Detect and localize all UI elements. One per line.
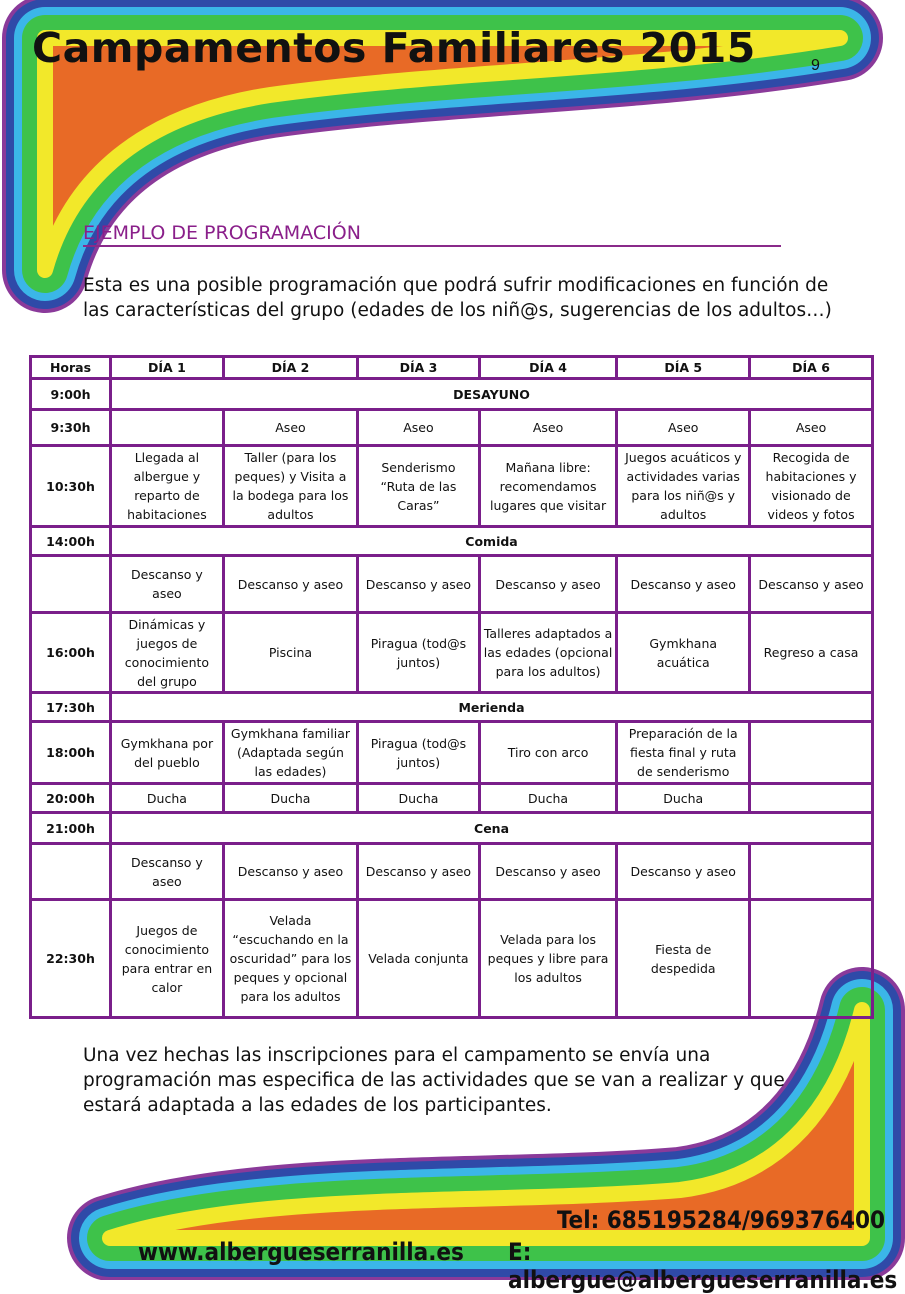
activity-cell: Velada “escuchando en la oscuridad” para los peques y opcional para los adultos — [223, 900, 357, 1018]
meal-cell: DESAYUNO — [111, 379, 873, 410]
activity-cell: Piragua (tod@s juntos) — [358, 722, 480, 784]
activity-cell: Taller (para los peques) y Visita a la bodega para los adultos — [223, 446, 357, 527]
activity-cell: Senderismo “Ruta de las Caras” — [358, 446, 480, 527]
column-header: DÍA 5 — [617, 357, 750, 379]
activity-cell — [111, 410, 224, 446]
activity-cell: Aseo — [479, 410, 617, 446]
column-header: DÍA 3 — [358, 357, 480, 379]
column-header: DÍA 4 — [479, 357, 617, 379]
meal-cell: Merienda — [111, 693, 873, 722]
activity-cell: Dinámicas y juegos de conocimiento del grupo — [111, 613, 224, 693]
time-cell: 9:30h — [31, 410, 111, 446]
footer-website[interactable]: www.albergueserranilla.es — [138, 1238, 464, 1266]
time-cell: 10:30h — [31, 446, 111, 527]
activity-cell: Descanso y aseo — [111, 844, 224, 900]
activity-cell: Juegos de conocimiento para entrar en calor — [111, 900, 224, 1018]
page-number: 9 — [811, 57, 820, 74]
activity-cell: Aseo — [358, 410, 480, 446]
activity-cell: Tiro con arco — [479, 722, 617, 784]
activity-cell: Llegada al albergue y reparto de habitaciones — [111, 446, 224, 527]
meal-cell: Cena — [111, 813, 873, 844]
footer-email[interactable]: E: albergue@albergueserranilla.es — [508, 1238, 898, 1294]
activity-cell: Aseo — [750, 410, 873, 446]
time-cell: 16:00h — [31, 613, 111, 693]
table-row — [31, 446, 873, 527]
time-cell: 18:00h — [31, 722, 111, 784]
table-header-row — [31, 357, 873, 379]
time-cell: 14:00h — [31, 527, 111, 556]
activity-cell — [750, 900, 873, 1018]
activity-cell: Descanso y aseo — [750, 556, 873, 613]
table-row — [31, 527, 873, 556]
activity-cell: Descanso y aseo — [617, 844, 750, 900]
column-header: DÍA 2 — [223, 357, 357, 379]
table-row — [31, 556, 873, 613]
activity-cell: Ducha — [358, 784, 480, 813]
activity-cell: Descanso y aseo — [111, 556, 224, 613]
activity-cell — [750, 722, 873, 784]
activity-cell: Descanso y aseo — [358, 556, 480, 613]
table-row — [31, 784, 873, 813]
activity-cell: Gymkhana acuática — [617, 613, 750, 693]
activity-cell: Aseo — [223, 410, 357, 446]
table-row — [31, 722, 873, 784]
activity-cell — [750, 784, 873, 813]
column-header: Horas — [31, 357, 111, 379]
activity-cell: Descanso y aseo — [223, 844, 357, 900]
time-cell — [31, 844, 111, 900]
activity-cell: Ducha — [223, 784, 357, 813]
activity-cell: Descanso y aseo — [617, 556, 750, 613]
activity-cell: Fiesta de despedida — [617, 900, 750, 1018]
activity-cell: Velada para los peques y libre para los adultos — [479, 900, 617, 1018]
activity-cell: Ducha — [617, 784, 750, 813]
activity-cell: Juegos acuáticos y actividades varias para los niñ@s y adultos — [617, 446, 750, 527]
column-header: DÍA 6 — [750, 357, 873, 379]
activity-cell: Preparación de la fiesta final y ruta de senderismo — [617, 722, 750, 784]
activity-cell: Aseo — [617, 410, 750, 446]
table-row — [31, 693, 873, 722]
activity-cell: Velada conjunta — [358, 900, 480, 1018]
time-cell: 21:00h — [31, 813, 111, 844]
activity-cell: Descanso y aseo — [223, 556, 357, 613]
time-cell: 20:00h — [31, 784, 111, 813]
document-title: Campamentos Familiares 2015 — [32, 24, 756, 72]
activity-cell: Talleres adaptados a las edades (opcional para los adultos) — [479, 613, 617, 693]
table-row — [31, 379, 873, 410]
activity-cell: Gymkhana por del pueblo — [111, 722, 224, 784]
activity-cell: Ducha — [479, 784, 617, 813]
meal-cell: Comida — [111, 527, 873, 556]
table-row — [31, 410, 873, 446]
activity-cell: Descanso y aseo — [479, 844, 617, 900]
table-row — [31, 900, 873, 1018]
table-row — [31, 813, 873, 844]
table-row — [31, 613, 873, 693]
time-cell: 9:00h — [31, 379, 111, 410]
activity-cell: Piscina — [223, 613, 357, 693]
column-header: DÍA 1 — [111, 357, 224, 379]
activity-cell: Recogida de habitaciones y visionado de videos y fotos — [750, 446, 873, 527]
section-heading: EJEMPLO DE PROGRAMACIÓN — [83, 222, 781, 247]
activity-cell: Mañana libre: recomendamos lugares que visitar — [479, 446, 617, 527]
activity-cell: Piragua (tod@s juntos) — [358, 613, 480, 693]
table-row — [31, 844, 873, 900]
closing-paragraph: Una vez hechas las inscripciones para el campamento se envía una programación mas especifica de las actividades que se van a realizar y que estará adaptada a las edades de los participantes. — [83, 1045, 785, 1116]
footer-phone: Tel: 685195284/969376400 — [557, 1206, 886, 1234]
activity-cell — [750, 844, 873, 900]
intro-paragraph: Esta es una posible programación que podrá sufrir modificaciones en función de las características del grupo (edades de los niñ@s, sugerencias de los adultos…) — [83, 275, 832, 321]
activity-cell: Gymkhana familiar (Adaptada según las edades) — [223, 722, 357, 784]
time-cell: 22:30h — [31, 900, 111, 1018]
activity-cell: Descanso y aseo — [358, 844, 480, 900]
time-cell: 17:30h — [31, 693, 111, 722]
time-cell — [31, 556, 111, 613]
schedule-table — [29, 355, 874, 1019]
activity-cell: Regreso a casa — [750, 613, 873, 693]
activity-cell: Ducha — [111, 784, 224, 813]
activity-cell: Descanso y aseo — [479, 556, 617, 613]
